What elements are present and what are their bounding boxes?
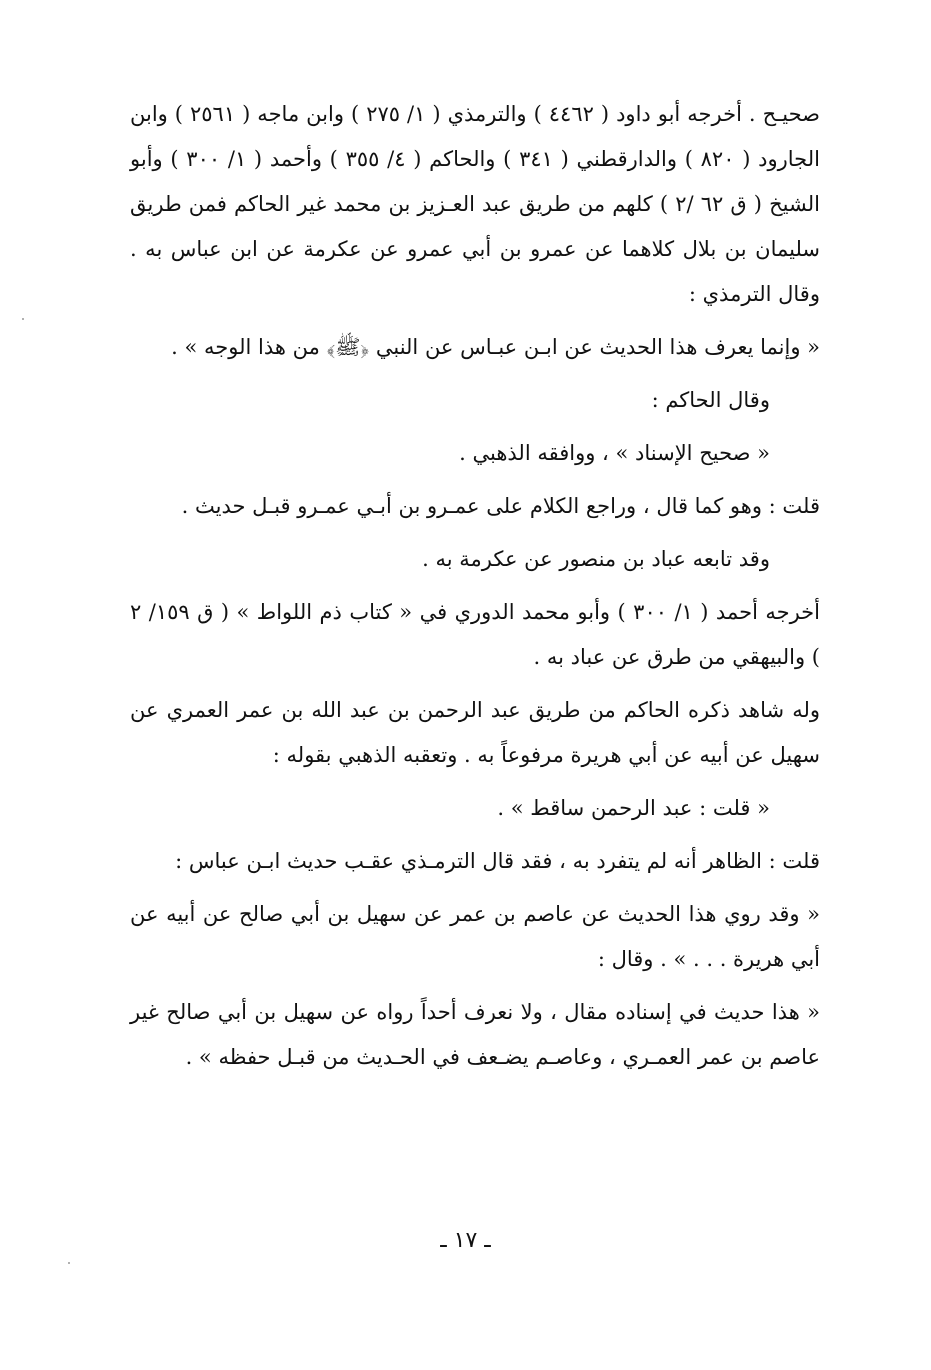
paragraph-tirmidhi-quote: « وإنما يعرف هذا الحديث عن ابـن عبـاس عن النبي ﴿ﷺ﴾ من هذا الوجه » . bbox=[171, 335, 820, 359]
paragraph-dhahabi-quote: « قلت : عبد الرحمن ساقط » . bbox=[497, 796, 770, 820]
paragraph-follow-up: وقد تابعه عباد بن منصور عن عكرمة به . bbox=[422, 547, 770, 571]
page-number: ـ ١٧ ـ bbox=[440, 1228, 491, 1253]
margin-speck bbox=[68, 1262, 70, 1264]
paragraph-tirmidhi-final: « هذا حديث في إسناده مقال ، ولا نعرف أحداً رواه عن سهيل بن أبي صالح غير عاصم بن عمر العمـري ، وعاصـم يضـعف في الحـديث من قبـل حفظه » . bbox=[130, 1000, 820, 1069]
paragraph-witness: وله شاهد ذكره الحاكم من طريق عبد الرحمن بن عبد الله بن عمر العمري عن سهيل عن أبيه عن أبي هريرة مرفوعاً به . وتعقبه الذهبي بقوله : bbox=[130, 698, 820, 767]
paragraph-author-note: قلت : الظاهر أنه لم يتفرد به ، فقد قال الترمـذي عقـب حديث ابـن عباس : bbox=[175, 849, 820, 873]
paragraph-hakim-said: وقال الحاكم : bbox=[651, 388, 770, 412]
paragraph-hakim-quote: « صحيح الإسناد » ، ووافقه الذهبي . bbox=[459, 441, 770, 465]
paragraph-tirmidhi-narration: « وقد روي هذا الحديث عن عاصم بن عمر عن سهيل بن أبي صالح عن أبيه عن أبي هريرة . . . » . وقال : bbox=[130, 902, 820, 971]
margin-speck bbox=[22, 318, 24, 320]
paragraph-hadith-grading: صحيـح . أخرجه أبو داود ( ٤٤٦٢ ) والترمذي ( ١/ ٢٧٥ ) وابن ماجه ( ٢٥٦١ ) وابن الجارود ( ٨٢٠ ) والدارقطني ( ٣٤١ ) والحاكم ( ٤/ ٣٥٥ ) وأحمد ( ١/ ٣٠٠ ) وأبو الشيخ ( ق ٦٢ /٢ ) كلهم من طريق عبد العـزيز بن محمد غير الحاكم فمن طريق سليمان بن بلال كلاهما عن عمرو بن أبي عمرو عن عكرمة عن ابن عباس به . وقال الترمذي : bbox=[130, 102, 821, 306]
page-text bbox=[130, 92, 820, 1088]
paragraph-ahmad-source: أخرجه أحمد ( ١/ ٣٠٠ ) وأبو محمد الدوري في « كتاب ذم اللواط » ( ق ١٥٩/ ٢ ) والبيهقي من طرق عن عباد به . bbox=[130, 600, 820, 669]
paragraph-author-comment: قلت : وهو كما قال ، وراجع الكلام على عمـرو بن أبـي عمـرو قبـل حديث . bbox=[181, 494, 820, 518]
